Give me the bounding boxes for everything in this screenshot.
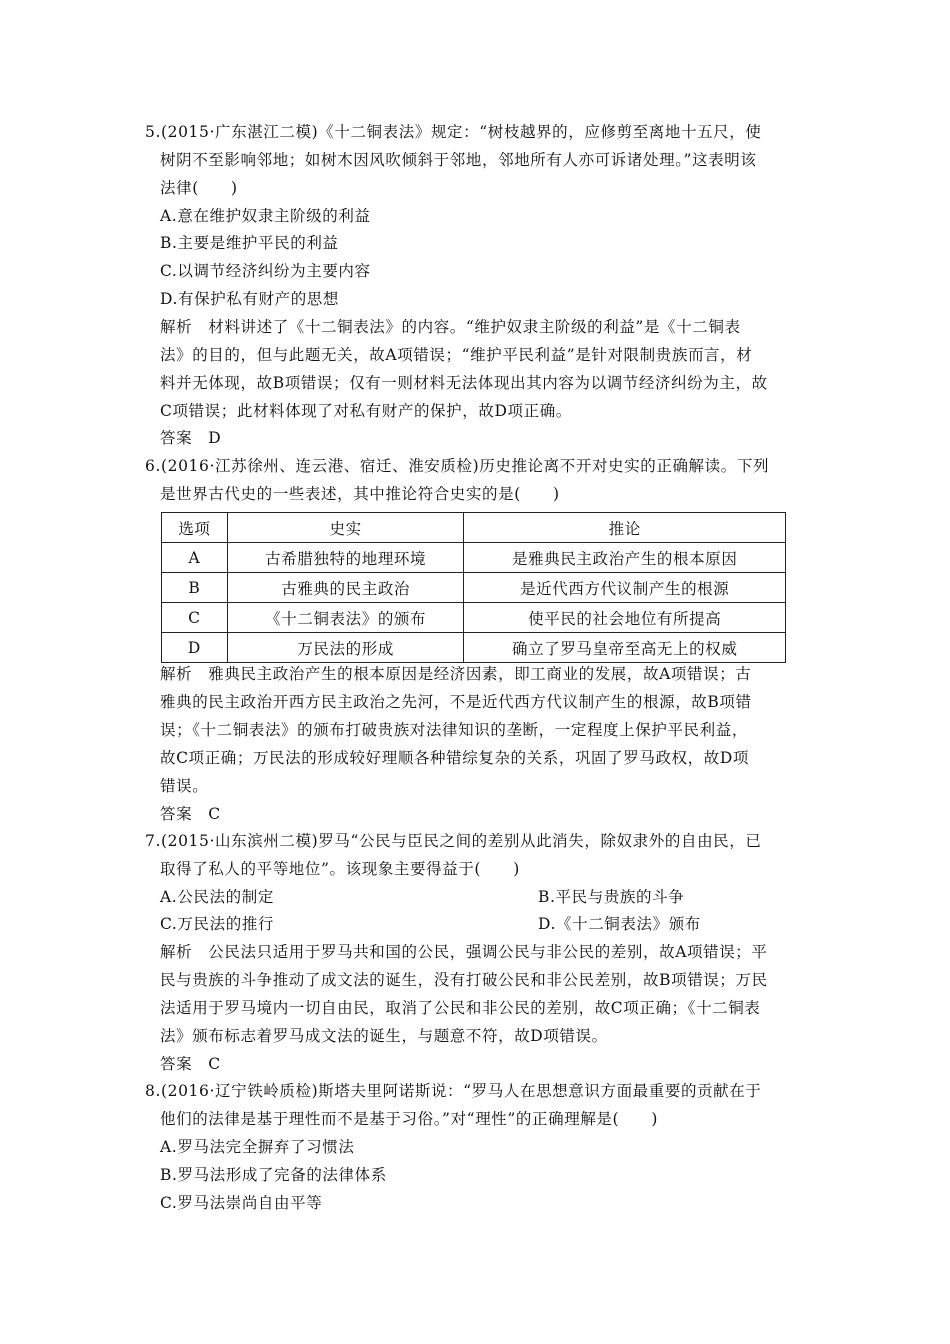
analysis-text: 解析 雅典民主政治产生的根本原因是经济因素，即工商业的发展，故A项错误；古 [160,665,752,683]
analysis-text: 解析 材料讲述了《十二铜表法》的内容。“维护奴隶主阶级的利益”是《十二铜表 [160,318,741,336]
question-stem: 8.(2016·辽宁铁岭质检)斯塔夫里阿诺斯说：“罗马人在思想意识方面最重要的贡献在于 [145,1082,762,1100]
question-stem: 5.(2015·广东湛江二模)《十二铜表法》规定：“树枝越界的，应修剪至离地十五尺，使 [145,123,762,141]
table-cell: 确立了罗马皇帝至高无上的权威 [464,633,786,663]
analysis-text: 误；《十二铜表法》的颁布打破贵族对法律知识的垄断，一定程度上保护平民利益， [160,721,748,739]
analysis-text: 法》颁布标志着罗马成文法的诞生，与题意不符，故D项错误。 [160,1027,608,1045]
option-a: A.意在维护奴隶主阶级的利益 [160,207,371,225]
option-b: B.平民与贵族的斗争 [538,888,685,906]
analysis-text: 解析 公民法只适用于罗马共和国的公民，强调公民与非公民的差别，故A项错误；平 [160,943,768,961]
table-row [162,603,786,633]
option-c: C.罗马法崇尚自由平等 [160,1194,323,1212]
table-row [162,543,786,573]
answer-text: 答案 C [160,805,221,823]
table-cell: B [162,573,228,603]
option-b: B.罗马法形成了完备的法律体系 [160,1166,387,1184]
analysis-text: 雅典的民主政治开西方民主政治之先河，不是近代西方代议制产生的根源，故B项错 [160,693,752,711]
table-cell: 是雅典民主政治产生的根本原因 [464,543,786,573]
table-cell: 古希腊独特的地理环境 [227,543,464,573]
table-cell: 古雅典的民主政治 [227,573,464,603]
analysis-text: 法》的目的，但与此题无关，故A项错误；“维护平民利益”是针对限制贵族而言，材 [160,346,753,364]
table-cell: 是近代西方代议制产生的根源 [464,573,786,603]
option-d: D.《十二铜表法》颁布 [538,915,701,933]
option-a: A.罗马法完全摒弃了习惯法 [160,1138,355,1156]
analysis-text: 民与贵族的斗争推动了成文法的诞生，没有打破公民和非公民差别，故B项错误；万民 [160,971,768,989]
history-table [161,512,786,663]
option-c: C.以调节经济纠纷为主要内容 [160,262,371,280]
table-cell: 万民法的形成 [227,633,464,663]
table-cell: 使平民的社会地位有所提高 [464,603,786,633]
table-row [162,573,786,603]
table-cell: A [162,543,228,573]
table-cell: C [162,603,228,633]
question-stem: 法律( ) [160,179,238,197]
analysis-text: 法适用于罗马境内一切自由民，取消了公民和非公民的差别，故C项正确；《十二铜表 [160,999,761,1017]
analysis-text: 故C项正确；万民法的形成较好理顺各种错综复杂的关系，巩固了罗马政权，故D项 [160,749,749,767]
answer-text: 答案 D [160,429,222,447]
question-stem: 取得了私人的平等地位”。该现象主要得益于( ) [160,860,520,878]
table-cell: 《十二铜表法》的颁布 [227,603,464,633]
table-row [162,633,786,663]
analysis-text: 料并无体现，故B项错误；仅有一则材料无法体现出其内容为以调节经济纠纷为主，故 [160,374,768,392]
option-c: C.万民法的推行 [160,915,275,933]
question-stem: 树阴不至影响邻地；如树木因风吹倾斜于邻地，邻地所有人亦可诉诸处理。”这表明该 [160,151,757,169]
question-stem: 是世界古代史的一些表述，其中推论符合史实的是( ) [160,485,560,503]
table-header-row [162,513,786,543]
question-stem: 他们的法律是基于理性而不是基于习俗。”对“理性”的正确理解是( ) [160,1110,659,1128]
table-header: 推论 [464,513,786,543]
table-cell: D [162,633,228,663]
answer-text: 答案 C [160,1055,221,1073]
option-d: D.有保护私有财产的思想 [160,290,340,308]
table-header: 史实 [227,513,464,543]
option-b: B.主要是维护平民的利益 [160,234,339,252]
option-a: A.公民法的制定 [160,888,274,906]
analysis-text: 错误。 [160,777,209,795]
question-stem: 7.(2015·山东滨州二模)罗马“公民与臣民之间的差别从此消失，除奴隶外的自由民，已 [145,832,762,850]
analysis-text: C项错误；此材料体现了对私有财产的保护，故D项正确。 [160,402,572,420]
table-header: 选项 [162,513,228,543]
question-stem: 6.(2016·江苏徐州、连云港、宿迁、淮安质检)历史推论离不开对史实的正确解读。下列 [145,457,770,475]
